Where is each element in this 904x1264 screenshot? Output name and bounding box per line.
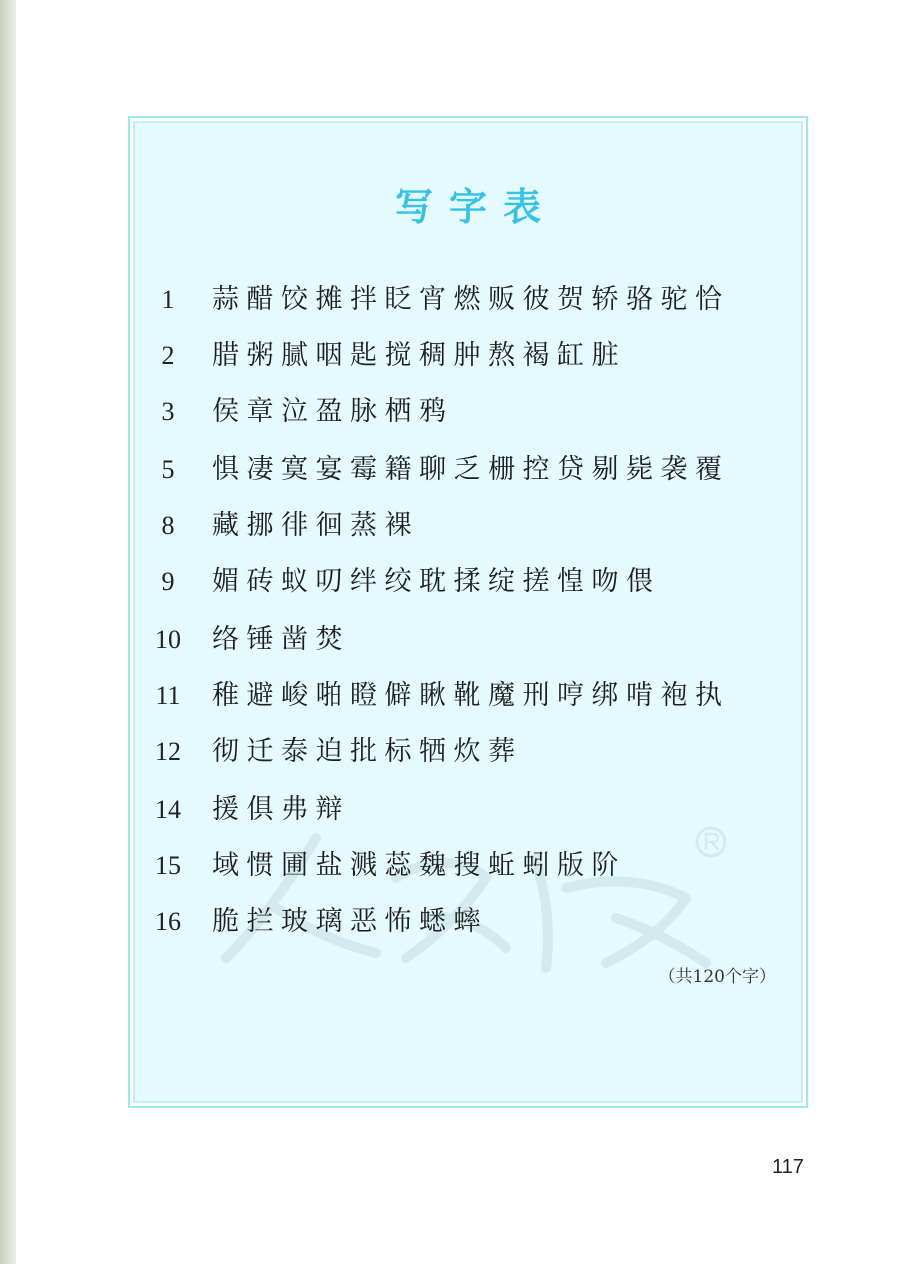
publisher-logo-watermark-icon	[166, 818, 726, 978]
lesson-number: 5	[161, 455, 175, 484]
lesson-number: 15	[155, 851, 181, 880]
lesson-number: 8	[161, 511, 175, 540]
lesson-characters: 藏挪徘徊蒸裸	[212, 510, 419, 541]
lesson-characters: 彻迁泰迫批标牺炊葬	[212, 736, 523, 767]
lesson-number: 16	[155, 907, 181, 936]
lesson-number: 10	[155, 625, 181, 654]
page-title: 写字表	[394, 184, 557, 229]
lesson-characters: 域惯圃盐溅蕊魏搜蚯蚓版阶	[212, 850, 626, 881]
lesson-characters: 惧凄寞宴霉籍聊乏栅控贷剔毙袭覆	[212, 454, 730, 485]
lesson-number: 11	[155, 681, 181, 710]
writing-table-panel	[128, 116, 808, 1108]
lesson-number: 2	[161, 341, 175, 370]
lesson-characters: 侯章泣盈脉栖鸦	[212, 396, 454, 427]
lesson-number: 9	[161, 567, 175, 596]
lesson-characters: 媚砖蚁叨绊绞耽揉绽搓惶吻偎	[212, 566, 661, 597]
lesson-number: 1	[161, 285, 175, 314]
lesson-characters: 稚避峻啪瞪僻瞅靴魔刑哼绑啃袍执	[212, 680, 730, 711]
page-number: 117	[772, 1156, 804, 1178]
lesson-number: 3	[161, 397, 175, 426]
lesson-characters: 蒜醋饺摊拌眨宵燃贩彼贺轿骆驼恰	[212, 284, 730, 315]
character-total: （共120个字）	[658, 967, 776, 987]
lesson-characters: 腊粥腻咽匙搅稠肿熬褐缸脏	[212, 340, 626, 371]
lesson-number: 12	[155, 737, 181, 766]
lesson-number: 14	[155, 795, 181, 824]
lesson-characters: 络锤凿焚	[212, 624, 350, 655]
lesson-characters: 脆拦玻璃恶怖蟋蟀	[212, 906, 488, 937]
lesson-characters: 援俱弗辩	[212, 794, 350, 825]
page-edge-shadow	[0, 0, 16, 1264]
